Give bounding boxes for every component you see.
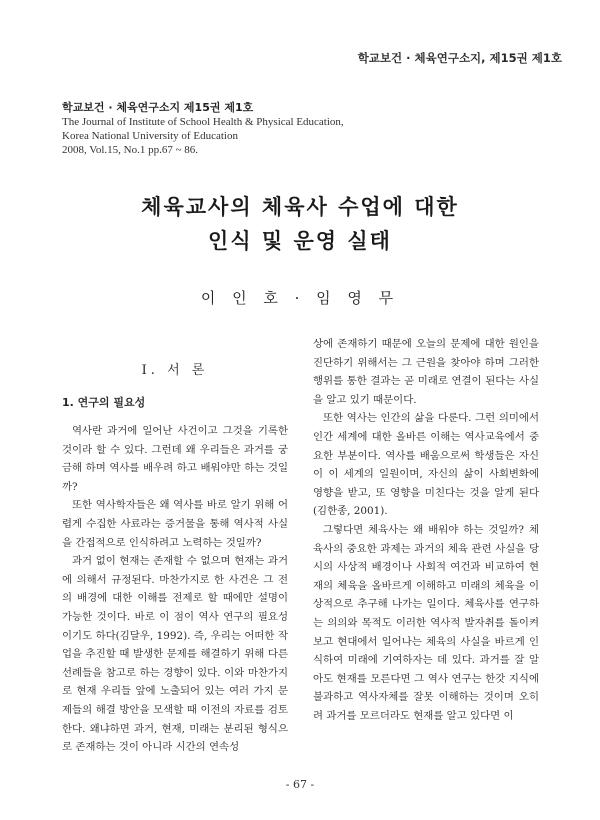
journal-citation: 2008, Vol.15, No.1 pp.67 ~ 86. bbox=[62, 144, 199, 156]
paragraph: 상에 존재하기 때문에 오늘의 문제에 대한 원인을 진단하기 위해서는 그 근원을 찾아야 하며 그러한 행위를 통한 결과는 곧 미래로 연결이 된다는 사실을 알고 있기 때문이다. bbox=[313, 338, 539, 406]
left-column bbox=[62, 362, 288, 757]
paragraph: 또한 역사는 인간의 삶을 다룬다. 그런 의미에서 인간 세계에 대한 올바른 이해는 역사교육에서 중요한 부분이다. 역사를 배움으로써 학생들은 자신이 이 세계의 일원이며, 자신의 삶이 사회변화에 영향을 받고, 또 영향을 미친다는 것을 알게 된다(김한종, 2001). bbox=[313, 412, 539, 518]
journal-institution: Korea National University of Education bbox=[62, 130, 238, 142]
paper-title bbox=[0, 190, 600, 258]
journal-info bbox=[62, 100, 402, 157]
journal-name-english: The Journal of Institute of School Health & Physical Education, bbox=[62, 116, 344, 128]
paragraph: 또한 역사학자들은 왜 역사를 바로 알기 위해 어렵게 수집한 사료라는 증거물을 통해 역사적 사실을 간접적으로 인식하려고 노력하는 것일까? bbox=[62, 499, 288, 549]
right-column bbox=[313, 335, 539, 725]
title-line-2: 인식 및 운영 실태 bbox=[208, 228, 392, 253]
section-heading: I. 서 론 bbox=[141, 363, 209, 378]
paragraph: 과거 없이 현재는 존재할 수 없으며 현재는 과거에 의해서 규정된다. 마찬가지로 한 사건은 그 전의 배경에 대한 이해를 전제로 할 때에만 설명이 가능한 것이다. 바로 이 점이 역사 연구의 필요성이기도 하다(김달우, 1992). 즉, 우리는 어떠한 작업을 추진할 때 발생한 문제를 해결하기 위해 다른 선례들을 참고로 하는 경향이 있다. 이와 마찬가지로 현재 우리들 앞에 노출되어 있는 여러 가지 문제들의 해결 방안을 모색할 때 이전의 자료를 검토한다. 왜냐하면 과거, 현재, 미래는 분리된 형식으로 존재하는 것이 아니라 시간의 연속성 bbox=[62, 555, 288, 754]
journal-name-korean: 학교보건 · 체육연구소지 제15권 제1호 bbox=[62, 101, 254, 114]
paragraph: 그렇다면 체육사는 왜 배워야 하는 것일까? 체육사의 중요한 과제는 과거의 체육 관련 사실을 당시의 사상적 배경이나 사회적 여건과 비교하여 현재의 체육을 올바르게 이해하고 미래의 체육을 이상적으로 추구해 나가는 일이다. 체육사를 연구하는 의의와 목적도 이러한 역사적 발자취를 돌이켜 보고 현대에서 일어나는 체육의 사실을 바르게 인식하여 미래에 기여하자는 데 있다. 과거를 잘 알아도 현재를 모른다면 그 역사 연구는 한갓 지식에 불과하고 역사자체를 잘못 이해하는 것이며 오히려 과거를 모르더라도 현재를 알고 있다면 이 bbox=[313, 523, 539, 722]
page-number: - 67 - bbox=[285, 778, 315, 791]
title-line-1: 체육교사의 체육사 수업에 대한 bbox=[141, 194, 459, 219]
subheading: 1. 연구의 필요성 bbox=[62, 396, 146, 409]
running-head: 학교보건 · 체육연구소지, 제15권 제1호 bbox=[357, 51, 562, 65]
paragraph: 역사란 과거에 일어난 사건이고 그것을 기록한 것이라 할 수 있다. 그런데 왜 우리들은 과거를 궁금해 하며 역사를 배우려 하고 배워야만 하는 것일까? bbox=[62, 425, 288, 493]
authors: 이 인 호 · 임 영 무 bbox=[200, 289, 400, 307]
